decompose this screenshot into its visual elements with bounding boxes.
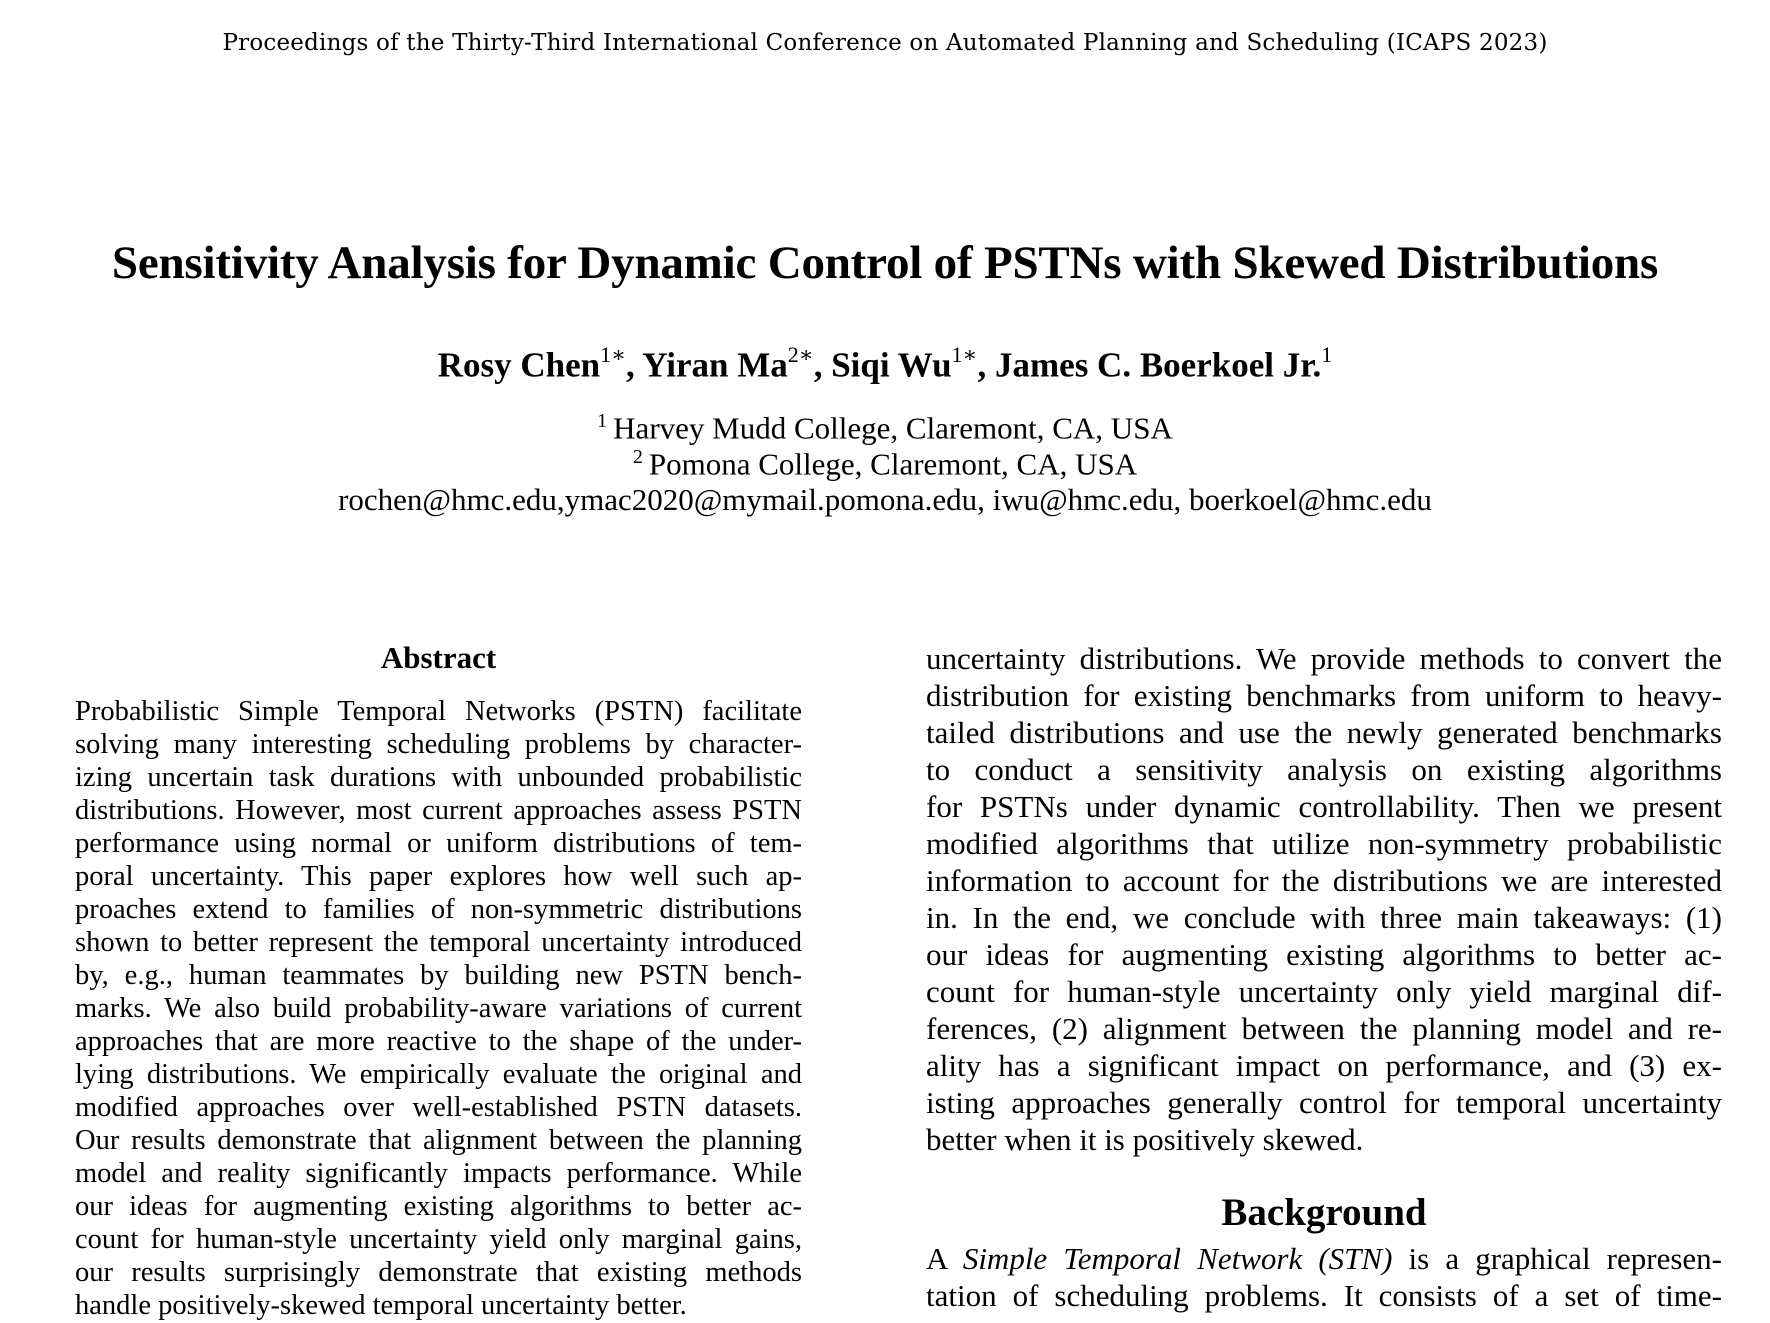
author-separator: ,	[813, 345, 832, 385]
author-affiliation-mark: 1∗	[600, 342, 627, 367]
intro-line: modified algorithms that utilize non-symmetry probabilistic	[926, 826, 1722, 861]
abstract-line: Probabilistic Simple Temporal Networks (PSTN) facilitate	[75, 696, 802, 727]
background-line-2: tation of scheduling problems. It consists of a set of time-	[926, 1278, 1722, 1313]
abstract-line: proaches extend to families of non-symmetric distributions	[75, 894, 802, 925]
author-name: James C. Boerkoel Jr.	[995, 345, 1322, 385]
author-emails: rochen@hmc.edu,ymac2020@mymail.pomona.edu, iwu@hmc.edu, boerkoel@hmc.edu	[338, 482, 1432, 517]
author-separator: ,	[626, 345, 643, 385]
background-line-1: A Simple Temporal Network (STN) is a graphical represen-	[926, 1241, 1722, 1276]
affiliation-1-text: Harvey Mudd College, Claremont, CA, USA	[613, 410, 1173, 446]
author-name: Yiran Ma	[642, 345, 788, 385]
intro-line: count for human-style uncertainty only yield marginal dif-	[926, 974, 1722, 1009]
intro-line: distribution for existing benchmarks from uniform to heavy-	[926, 678, 1722, 713]
abstract-line: distributions. However, most current approaches assess PSTN	[75, 795, 802, 826]
intro-line: tailed distributions and use the newly generated benchmarks	[926, 715, 1722, 750]
intro-line: better when it is positively skewed.	[926, 1122, 1364, 1157]
abstract-line: approaches that are more reactive to the shape of the under-	[75, 1026, 802, 1057]
affiliation-2	[0, 446, 1770, 482]
paper-title: Sensitivity Analysis for Dynamic Control of PSTNs with Skewed Distributions	[111, 237, 1659, 289]
running-header: Proceedings of the Thirty-Third International Conference on Automated Planning and Scheduling (ICAPS 2023)	[222, 30, 1548, 56]
abstract-line: count for human-style uncertainty yield only marginal gains,	[75, 1224, 802, 1255]
author-name: Siqi Wu	[831, 345, 952, 385]
abstract-line: shown to better represent the temporal uncertainty introduced	[75, 927, 802, 958]
abstract-line: modified approaches over well-established PSTN datasets.	[75, 1092, 802, 1123]
intro-line: in. In the end, we conclude with three main takeaways: (1)	[926, 900, 1722, 935]
author-affiliation-mark: 2∗	[787, 342, 814, 367]
affiliation-1-mark: 1	[597, 410, 608, 432]
intro-line: isting approaches generally control for temporal uncertainty	[926, 1085, 1722, 1120]
affiliation-2-text: Pomona College, Claremont, CA, USA	[648, 446, 1138, 482]
author-affiliation-mark: 1	[1321, 342, 1333, 367]
abstract-line: marks. We also build probability-aware variations of current	[75, 993, 802, 1024]
abstract-body	[75, 695, 802, 1322]
abstract-heading: Abstract	[380, 640, 497, 675]
author-name: Rosy Chen	[437, 345, 601, 385]
affiliation-1	[0, 410, 1770, 446]
abstract-line: performance using normal or uniform distributions of tem-	[75, 828, 802, 859]
intro-line: uncertainty distributions. We provide methods to convert the	[926, 641, 1722, 676]
abstract-line: our ideas for augmenting existing algorithms to better ac-	[75, 1191, 802, 1222]
abstract-line: Our results demonstrate that alignment between the planning	[75, 1125, 802, 1156]
abstract-line: by, e.g., human teammates by building new PSTN bench-	[75, 960, 802, 991]
abstract-line: model and reality significantly impacts performance. While	[75, 1158, 802, 1189]
intro-continued-body	[926, 640, 1722, 1158]
intro-line: ality has a significant impact on performance, and (3) ex-	[926, 1048, 1722, 1083]
abstract-line: solving many interesting scheduling problems by character-	[75, 729, 802, 760]
abstract-line: lying distributions. We empirically evaluate the original and	[75, 1059, 802, 1090]
intro-line: our ideas for augmenting existing algorithms to better ac-	[926, 937, 1722, 972]
intro-line: to conduct a sensitivity analysis on existing algorithms	[926, 752, 1722, 787]
author-list	[0, 344, 1770, 386]
stn-term: Simple Temporal Network (STN)	[962, 1241, 1393, 1276]
intro-line: for PSTNs under dynamic controllability. Then we present	[926, 789, 1722, 824]
background-body	[926, 1240, 1722, 1314]
abstract-line: poral uncertainty. This paper explores how well such ap-	[75, 861, 802, 892]
abstract-line: our results surprisingly demonstrate that existing methods	[75, 1257, 802, 1288]
author-separator: ,	[977, 345, 995, 385]
background-heading: Background	[1221, 1191, 1427, 1234]
intro-line: information to account for the distributions we are interested	[926, 863, 1722, 898]
affiliation-2-mark: 2	[632, 446, 643, 468]
abstract-line: handle positively-skewed temporal uncertainty better.	[75, 1290, 687, 1321]
intro-line: ferences, (2) alignment between the planning model and re-	[926, 1011, 1722, 1046]
author-affiliation-mark: 1∗	[951, 342, 978, 367]
abstract-line: izing uncertain task durations with unbounded probabilistic	[75, 762, 802, 793]
